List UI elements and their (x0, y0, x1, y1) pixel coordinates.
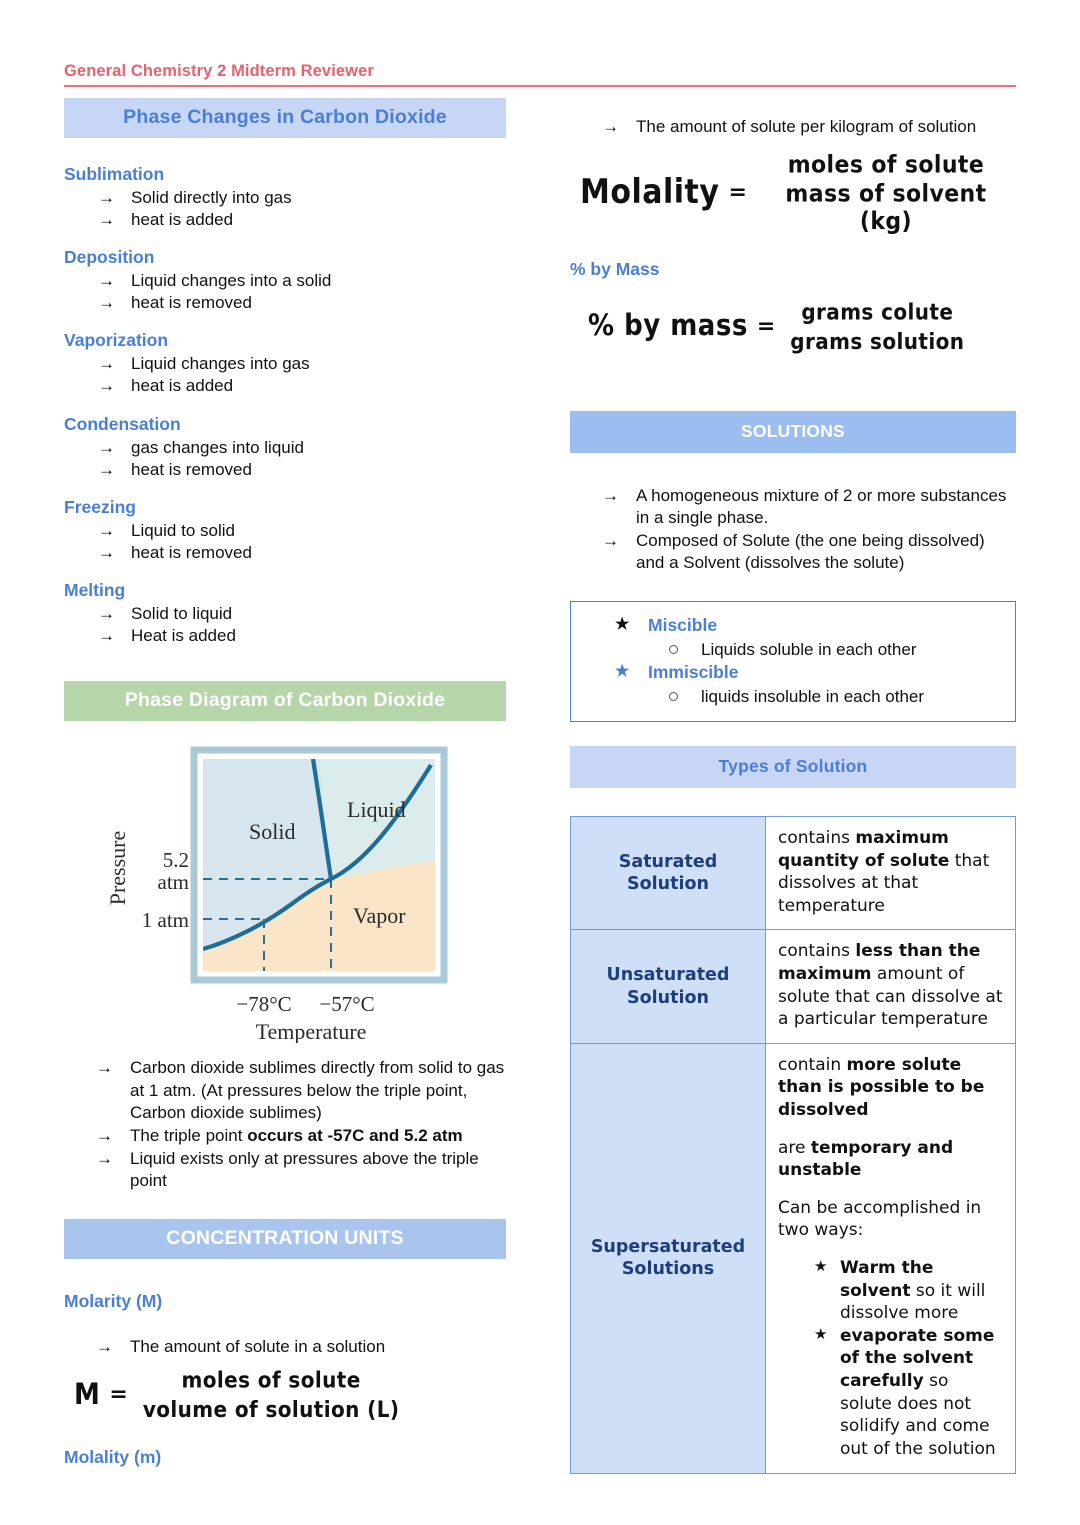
formula-lhs: Molality (580, 173, 720, 213)
phase-change-name: Deposition (64, 247, 155, 268)
formula-denominator: mass of solvent (kg) (785, 180, 987, 236)
formula-numerator: grams colute (801, 298, 954, 325)
list-item: → heat is removed (98, 459, 506, 481)
phase-change-points (64, 603, 506, 647)
ytick-5-2-unit: atm (157, 870, 189, 895)
heading-pct-by-mass: % by Mass (570, 258, 660, 279)
list-item: → Heat is added (98, 625, 506, 647)
left-column (64, 98, 506, 1468)
table-row (571, 1043, 1016, 1473)
description-paragraph: contains maximum quantity of solute that dissolves at that temperature (778, 827, 990, 916)
list-item: → Liquid exists only at pressures above the triple point (96, 1148, 506, 1193)
list-item: → heat is added (98, 209, 506, 231)
right-column (570, 98, 1016, 1474)
phase-change-group (64, 497, 506, 564)
formula-fraction (756, 151, 1016, 236)
molality-formula (570, 151, 1016, 236)
list-item: Liquids soluble in each other (667, 638, 1005, 662)
formula-numerator: moles of solute (181, 1367, 361, 1394)
list-item: → gas changes into liquid (98, 437, 506, 459)
label-solid: Solid (249, 819, 296, 845)
formula-equals: = (756, 313, 776, 339)
phase-change-points (64, 353, 506, 397)
formula-denominator: volume of solution (L) (142, 1396, 400, 1423)
description-paragraph: contain more solute than is possible to be dissolved (778, 1054, 985, 1120)
description-bullet-list (778, 1257, 1003, 1460)
molality-points (570, 116, 1016, 139)
table-cell-label: Saturated Solution (571, 816, 766, 929)
formula-lhs: M (74, 1378, 101, 1412)
list-item: → Solid directly into gas (98, 187, 506, 209)
banner-types-of-solution: Types of Solution (570, 746, 1016, 788)
miscibility-term: ★ Immiscible (615, 661, 1005, 685)
list-item: ★ evaporate some of the solvent carefully so solute does not solidify and come out of the solution (814, 1325, 1003, 1461)
banner-phase-diagram: Phase Diagram of Carbon Dioxide (64, 681, 506, 721)
phase-change-name: Sublimation (64, 164, 165, 184)
phase-changes-list (64, 164, 506, 647)
list-item: → A homogeneous mixture of 2 or more substances in a single phase. (602, 485, 1016, 530)
list-item: → heat is removed (98, 542, 506, 564)
banner-concentration-units: CONCENTRATION UNITS (64, 1219, 506, 1259)
label-liquid: Liquid (347, 797, 406, 823)
table-cell-label: Supersaturated Solutions (571, 1043, 766, 1473)
banner-solutions: SOLUTIONS (570, 411, 1016, 453)
list-item: → The triple point occurs at -57C and 5.2 atm (96, 1125, 506, 1148)
phase-diagram-figure (64, 743, 506, 1043)
list-item: ★ Warm the solvent so it will dissolve more (814, 1257, 1003, 1325)
description-paragraph: are temporary and unstable (778, 1137, 954, 1181)
solutions-points (570, 485, 1016, 575)
heading-molality: Molality (m) (64, 1447, 162, 1468)
heading-molarity: Molarity (M) (64, 1290, 163, 1311)
list-item: → Solid to liquid (98, 603, 506, 625)
header-divider (64, 85, 1016, 87)
document-header (64, 62, 1016, 87)
list-item: → Composed of Solute (the one being dissolved) and a Solvent (dissolves the solute) (602, 530, 1016, 575)
types-of-solution-table (570, 816, 1016, 1474)
table-cell-label: Unsaturated Solution (571, 930, 766, 1043)
axis-label-temperature: Temperature (255, 1019, 367, 1044)
miscibility-term: ★ Miscible (615, 614, 1005, 638)
ytick-5-2: 5.2 (162, 848, 189, 873)
phase-change-group (64, 580, 506, 647)
formula-equals: = (728, 180, 747, 206)
table-cell-description (766, 1043, 1016, 1473)
formula-fraction (784, 300, 970, 353)
phase-change-points (64, 187, 506, 231)
formula-fraction (137, 1368, 406, 1421)
formula-denominator: grams solution (790, 327, 965, 354)
list-item: → heat is removed (98, 292, 506, 314)
miscibility-detail-list (615, 685, 1005, 709)
table-row (571, 930, 1016, 1043)
phase-change-group (64, 164, 506, 231)
table-body (571, 816, 1016, 1473)
phase-change-name: Condensation (64, 413, 181, 434)
pct-by-mass-formula (570, 300, 1016, 353)
miscibility-detail-list (615, 638, 1005, 662)
phase-diagram-svg (99, 743, 471, 1043)
label-vapor: Vapor (353, 903, 406, 929)
list-item: liquids insoluble in each other (667, 685, 1005, 709)
axis-label-pressure: Pressure (105, 830, 130, 906)
list-item: → The amount of solute per kilogram of solution (602, 116, 1016, 139)
banner-phase-changes: Phase Changes in Carbon Dioxide (64, 98, 506, 138)
phase-diagram-notes (64, 1057, 506, 1193)
page-title: General Chemistry 2 Midterm Reviewer (64, 62, 374, 80)
molarity-formula (64, 1368, 506, 1421)
phase-change-name: Vaporization (64, 330, 169, 351)
list-item: → Liquid to solid (98, 520, 506, 542)
description-paragraph: Can be accomplished in two ways: (778, 1197, 982, 1241)
description-paragraph: contains less than the maximum amount of solute that can dissolve at a particular temperature (778, 941, 1003, 1030)
phase-change-points (64, 437, 506, 481)
phase-change-name: Freezing (64, 496, 136, 517)
phase-change-group (64, 247, 506, 314)
list-item: → heat is added (98, 375, 506, 397)
list-item: → Carbon dioxide sublimes directly from solid to gas at 1 atm. (At pressures below the triple point, Carbon dioxide sublimes) (96, 1057, 506, 1125)
formula-numerator: moles of solute (787, 151, 985, 179)
list-item: → Liquid changes into gas (98, 353, 506, 375)
miscibility-box (570, 601, 1016, 722)
table-cell-description (766, 930, 1016, 1043)
list-item: → The amount of solute in a solution (96, 1336, 506, 1359)
ytick-1-atm: 1 atm (141, 908, 189, 933)
list-item: → Liquid changes into a solid (98, 270, 506, 292)
formula-lhs: % by mass (588, 309, 748, 343)
formula-equals: = (109, 1382, 128, 1408)
miscibility-list (571, 614, 1005, 709)
table-row (571, 816, 1016, 929)
phase-change-points (64, 270, 506, 314)
phase-change-points (64, 520, 506, 564)
molarity-points (64, 1336, 506, 1359)
xtick-minus57: −57°C (319, 992, 375, 1017)
phase-change-group (64, 330, 506, 397)
phase-change-name: Melting (64, 579, 126, 600)
phase-change-group (64, 414, 506, 481)
table-cell-description (766, 816, 1016, 929)
xtick-minus78: −78°C (236, 992, 292, 1017)
